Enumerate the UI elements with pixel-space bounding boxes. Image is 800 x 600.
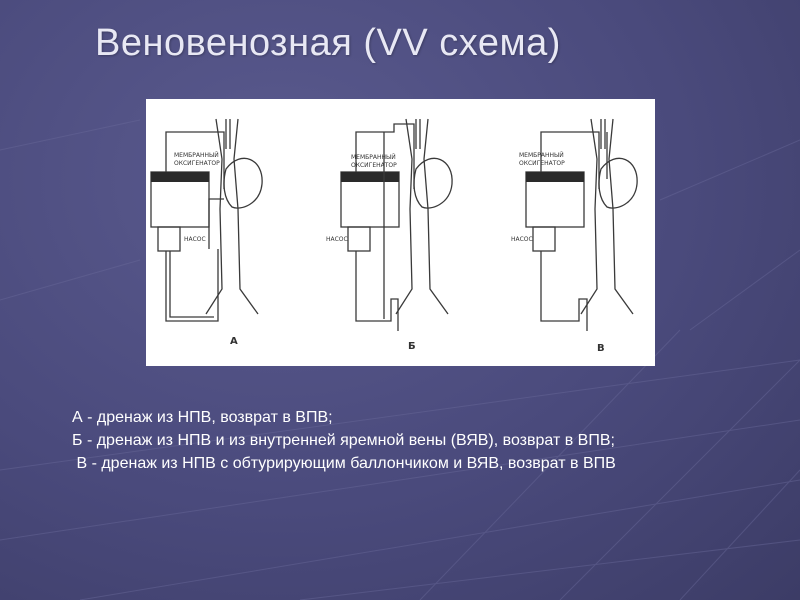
- pump-label: НАСОС: [326, 236, 348, 243]
- drain-line: [356, 251, 398, 331]
- flow-arrow: [209, 199, 224, 249]
- oxygenator-label-2: ОКСИГЕНАТОР: [351, 162, 397, 169]
- drain-line: [541, 251, 587, 331]
- panel-b: [326, 119, 452, 352]
- panel-letter: В: [597, 343, 605, 354]
- heart: [224, 158, 262, 208]
- oxygenator-label-2: ОКСИГЕНАТОР: [174, 160, 220, 167]
- vena-cava: [396, 119, 448, 314]
- pump-box: [158, 227, 180, 251]
- caption-line-v: В - дренаж из НПВ с обтурирующим баллончиком и ВЯВ, возврат в ВПВ: [72, 455, 616, 472]
- oxygenator-label: МЕМБРАННЫЙ: [351, 154, 396, 161]
- oxygenator-label: МЕМБРАННЫЙ: [174, 152, 219, 159]
- panel-a: [151, 119, 262, 347]
- caption-line-b: Б - дренаж из НПВ и из внутренней яремной вены (ВЯВ), возврат в ВПВ;: [72, 432, 615, 449]
- pump-label: НАСОС: [184, 236, 206, 243]
- figure-caption: [72, 406, 732, 475]
- oxygenator-label: МЕМБРАННЫЙ: [519, 152, 564, 159]
- panel-v: [511, 119, 637, 354]
- pump-box: [348, 227, 370, 251]
- oxygenator-label-2: ОКСИГЕНАТОР: [519, 160, 565, 167]
- vena-cava: [206, 119, 258, 314]
- caption-line-a: А - дренаж из НПВ, возврат в ВПВ;: [72, 409, 333, 426]
- drain-line: [166, 249, 218, 321]
- drain-line-inner: [170, 251, 214, 317]
- slide-title: Веновенозная (VV схема): [95, 22, 561, 64]
- pump-label: НАСОС: [511, 236, 533, 243]
- oxygenator-membrane: [526, 172, 584, 182]
- vv-scheme-figure: [146, 99, 655, 366]
- heart: [599, 158, 637, 208]
- panel-letter: А: [230, 336, 238, 347]
- pump-box: [533, 227, 555, 251]
- panel-letter: Б: [408, 341, 416, 352]
- oxygenator-membrane: [341, 172, 399, 182]
- heart: [414, 158, 452, 208]
- oxygenator-membrane: [151, 172, 209, 182]
